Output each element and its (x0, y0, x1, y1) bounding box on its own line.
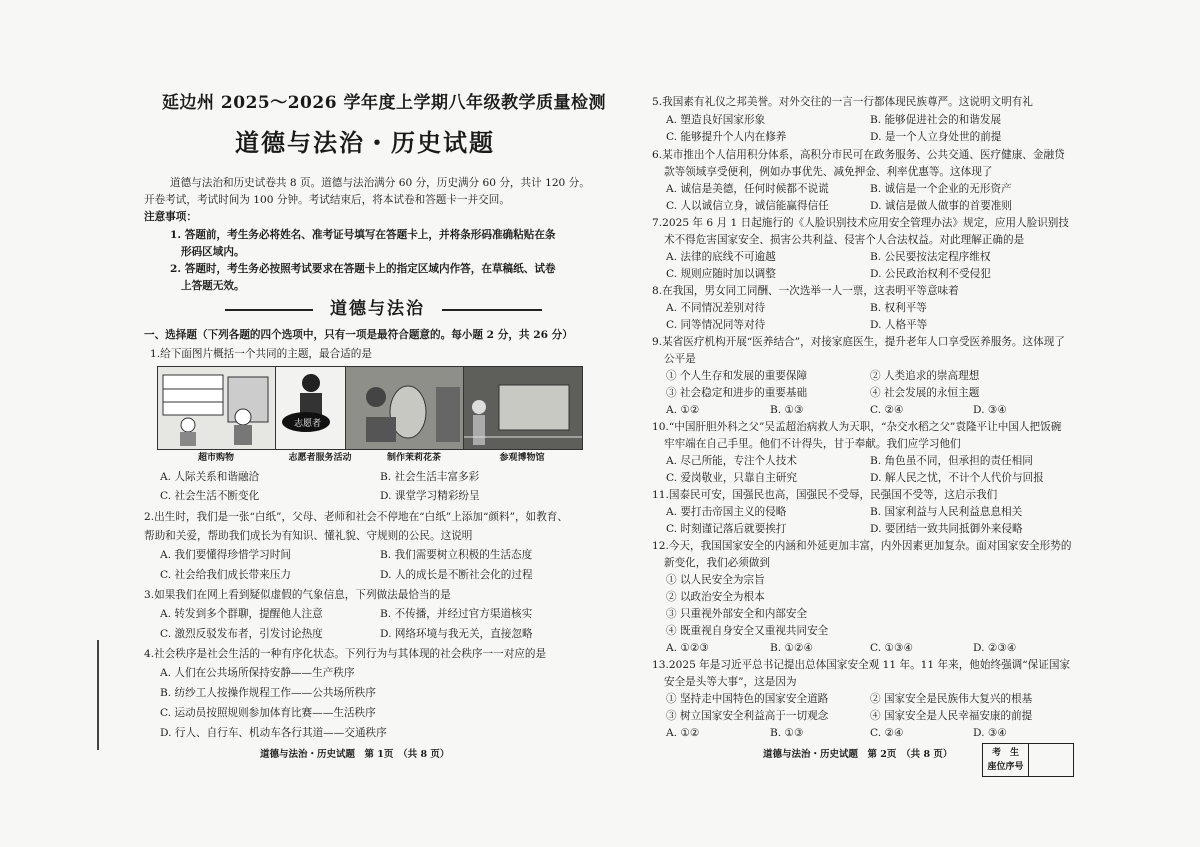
q9-item-4: ④ 社会发展的永恒主题 (870, 387, 980, 399)
picture-volunteer (275, 366, 347, 450)
q5-option-b: B. 能够促进社会的和谐发展 (870, 114, 1002, 126)
q7-stem-1: 7.2025 年 6 月 1 日起施行的《人脸识别技术应用安全管理办法》规定，应用人脸识别技 (652, 217, 1069, 229)
caption-supermarket: 超市购物 (197, 453, 234, 463)
q9-item-1: ① 个人生存和发展的重要保障 (666, 370, 808, 382)
q6-stem-1: 6.某市推出个人信用积分体系，高积分市民可在政务服务、公共交通、医疗健康、金融贷 (652, 149, 1065, 161)
seat-label-line-2: 座位序号 (987, 762, 1024, 772)
q9-option-b: B. ①③ (770, 404, 804, 416)
q4-option-d: D. 行人、自行车、机动车各行其道——交通秩序 (160, 727, 387, 739)
q8-option-c: C. 同等情况同等对待 (666, 319, 766, 331)
q12-option-d: D. ②③④ (973, 642, 1017, 654)
part1-title: 一、选择题（下列各题的四个选项中，只有一项是最符合题意的。每小题 2 分，共 26 分） (144, 329, 573, 341)
q13-stem-1: 13.2025 年是习近平总书记提出总体国家安全观 11 年。11 年来，他始终强调“保证国家 (652, 659, 1071, 671)
picture-supermarket (157, 366, 277, 450)
q1-option-a: A. 人际关系和谐融洽 (160, 471, 260, 483)
q10-stem-2: 牢牢端在自己手里。他们不计得失，甘于奉献。我们应学习他们 (664, 438, 961, 450)
q10-option-b: B. 角色虽不同，但承担的责任相同 (870, 455, 1033, 467)
q4-stem: 4.社会秩序是社会生活的一种有序化状态。下列行为与其体现的社会秩序一一对应的是 (144, 648, 547, 660)
q11-option-a: A. 要打击帝国主义的侵略 (666, 506, 787, 518)
q13-option-a: A. ①② (666, 727, 700, 739)
q10-option-a: A. 尽己所能，专注个人技术 (666, 455, 797, 467)
q12-item-4: ④ 既重视自身安全又重视共同安全 (666, 625, 829, 637)
exam-title: 延边州 2025～2026 学年度上学期八年级教学质量检测 (162, 93, 606, 113)
q13-option-c: C. ②④ (870, 727, 904, 739)
q12-option-b: B. ①②④ (770, 642, 814, 654)
q1-stem: 1.给下面图片概括一个共同的主题，最合适的是 (150, 348, 372, 360)
q7-option-b: B. 公民要按法定程序维权 (870, 251, 991, 263)
margin-mark (97, 640, 99, 750)
q9-item-3: ③ 社会稳定和进步的重要基础 (666, 387, 808, 399)
q5-option-a: A. 塑造良好国家形象 (666, 114, 766, 126)
page-1 (140, 0, 606, 847)
caption-volunteer: 志愿者服务活动 (288, 453, 352, 463)
notice-2b: 上答题无效。 (181, 280, 245, 292)
q11-stem: 11.国泰民可安，国强民也高，国强民不受辱，民强国不受等，这启示我们 (652, 489, 998, 501)
q12-item-2: ② 以政治安全为根本 (666, 591, 765, 603)
q13-stem-2: 安全是头等大事”，这是因为 (664, 676, 797, 688)
q3-option-d: D. 网络环境与我无关，直接忽略 (380, 628, 533, 640)
q9-stem-2: 公平是 (664, 353, 696, 365)
q12-option-a: A. ①②③ (666, 642, 709, 654)
seat-number-box (982, 743, 1074, 777)
q4-option-b: B. 纺纱工人按操作规程工作——公共场所秩序 (160, 687, 376, 699)
q2-option-b: B. 我们需要树立积极的生活态度 (380, 549, 533, 561)
q6-option-d: D. 诚信是做人做事的首要准则 (870, 200, 1012, 212)
q7-option-a: A. 法律的底线不可逾越 (666, 251, 776, 263)
notice-title: 注意事项： (144, 211, 197, 223)
q9-item-2: ② 人类追求的崇高理想 (870, 370, 980, 382)
q11-option-b: B. 国家利益与人民利益息息相关 (870, 506, 1023, 518)
q8-option-a: A. 不同情况差别对待 (666, 302, 766, 314)
q2-option-d: D. 人的成长是不断社会化的过程 (380, 569, 533, 581)
q5-option-d: D. 是一个人立身处世的前提 (870, 131, 1002, 143)
q2-stem-2: 帮助和关爱，帮助我们成长为有知识、懂礼貌、守规则的公民。这说明 (144, 530, 473, 542)
q6-option-c: C. 人以诚信立身，诚信能赢得信任 (666, 200, 829, 212)
notice-1a: 1. 答题前，考生务必将姓名、准考证号填写在答题卡上，并将条形码准确粘贴在条 (170, 229, 556, 241)
q8-stem: 8.在我国，男女同工同酬、一次选举一人一票，这表明平等意味着 (652, 285, 959, 297)
subject-title: 道德与法治・历史试题 (235, 128, 495, 157)
q7-option-d: D. 公民政治权利不受侵犯 (870, 268, 991, 280)
q12-stem-1: 12.今天，我国国家安全的内涵和外延更加丰富，内外因素更加复杂。面对国家安全形势的 (652, 540, 1072, 552)
picture-tea (345, 366, 465, 450)
section-rule-right (442, 309, 542, 311)
q13-item-1: ① 坚持走中国特色的国家安全道路 (666, 693, 829, 705)
q9-option-c: C. ②④ (870, 404, 904, 416)
q1-option-b: B. 社会生活丰富多彩 (380, 471, 480, 483)
q6-option-b: B. 诚信是一个企业的无形资产 (870, 183, 1012, 195)
q7-stem-2: 术不得危害国家安全、损害公共利益、侵害个人合法权益。对此理解正确的是 (664, 234, 1025, 246)
notice-2a: 2. 答题时，考生务必按照考试要求在答题卡上的指定区域内作答，在草稿纸、试卷 (170, 263, 556, 275)
q4-option-a: A. 人们在公共场所保持安静——生产秩序 (160, 667, 355, 679)
q1-option-c: C. 社会生活不断变化 (160, 490, 260, 502)
q11-option-c: C. 时刻谨记落后就要挨打 (666, 523, 787, 535)
svg-text:志愿者: 志愿者 (294, 419, 322, 429)
q5-option-c: C. 能够提升个人内在修养 (666, 131, 787, 143)
q7-option-c: C. 规则应随时加以调整 (666, 268, 776, 280)
q3-stem: 3.如果我们在网上看到疑似虚假的气象信息，下列做法最恰当的是 (144, 589, 451, 601)
notice-1b: 形码区域内。 (181, 246, 245, 258)
q12-item-3: ③ 只重视外部安全和内部安全 (666, 608, 808, 620)
q8-option-d: D. 人格平等 (870, 319, 928, 331)
picture-museum (463, 366, 583, 450)
page-1-footer: 道德与法治・历史试题 第 1页 （共 8 页） (260, 749, 450, 760)
q5-stem: 5.我国素有礼仪之邦美誉。对外交往的一言一行都体现民族尊严。这说明文明有礼 (652, 96, 1033, 108)
q6-stem-2: 款等领域享受便利，例如办事优先、减免押金、利率优惠等。这体现了 (664, 166, 993, 178)
q3-option-b: B. 不传播，并经过官方渠道核实 (380, 608, 533, 620)
seat-label-line-1: 考 生 (991, 748, 1019, 758)
q2-option-c: C. 社会给我们成长带来压力 (160, 569, 291, 581)
q9-stem-1: 9.某省医疗机构开展“医养结合”，对接家庭医生，提升老年人口享受医养服务。这体现了 (652, 336, 1065, 348)
section-title: 道德与法治 (330, 299, 425, 319)
q13-item-4: ④ 国家安全是人民幸福安康的前提 (870, 710, 1033, 722)
q10-option-d: D. 解人民之忧，不计个人代价与回报 (870, 472, 1044, 484)
section-rule-left (225, 309, 313, 311)
page-2 (648, 0, 1078, 847)
q1-option-d: D. 课堂学习精彩纷呈 (380, 490, 480, 502)
q9-option-d: D. ③④ (973, 404, 1007, 416)
q6-option-a: A. 诚信是美德，任何时候都不说谎 (666, 183, 829, 195)
intro-line-1: 道德与法治和历史试卷共 8 页。道德与法治满分 60 分，历史满分 60 分，共计 120 分。 (170, 177, 590, 189)
q12-item-1: ① 以人民安全为宗旨 (666, 574, 765, 586)
q8-option-b: B. 权利平等 (870, 302, 927, 314)
q3-option-c: C. 激烈反驳发布者，引发讨论热度 (160, 628, 323, 640)
q13-item-3: ③ 树立国家安全利益高于一切观念 (666, 710, 829, 722)
caption-museum: 参观博物馆 (499, 453, 545, 463)
q13-item-2: ② 国家安全是民族伟大复兴的根基 (870, 693, 1033, 705)
page-2-footer: 道德与法治・历史试题 第 2页 （共 8 页） (763, 749, 953, 760)
q2-stem-1: 2.出生时，我们是一张“白纸”，父母、老师和社会不停地在“白纸”上添加“颜料”，如教育、 (144, 511, 568, 523)
caption-tea: 制作茉莉花茶 (386, 453, 441, 463)
q3-option-a: A. 转发到多个群聊，提醒他人注意 (160, 608, 323, 620)
q13-option-b: B. ①③ (770, 727, 804, 739)
intro-line-2: 开卷考试，考试时间为 100 分钟。考试结束后，将本试卷和答题卡一并交回。 (144, 194, 510, 206)
q12-stem-2: 新变化，我们必须做到 (664, 557, 770, 569)
seat-number-label (983, 744, 1029, 776)
q10-stem-1: 10.“中国肝胆外科之父”吴孟超治病救人为天职，“杂交水稻之父”袁隆平让中国人把饭碗 (652, 421, 1062, 433)
q11-option-d: D. 要团结一致共同抵御外来侵略 (870, 523, 1023, 535)
q4-option-c: C. 运动员按照规则参加体育比赛——生活秩序 (160, 707, 376, 719)
q10-option-c: C. 爱岗敬业，只靠自主研究 (666, 472, 797, 484)
q2-option-a: A. 我们要懂得珍惜学习时间 (160, 549, 291, 561)
q13-option-d: D. ③④ (973, 727, 1007, 739)
q9-option-a: A. ①② (666, 404, 700, 416)
q12-option-c: C. ①③④ (870, 642, 913, 654)
